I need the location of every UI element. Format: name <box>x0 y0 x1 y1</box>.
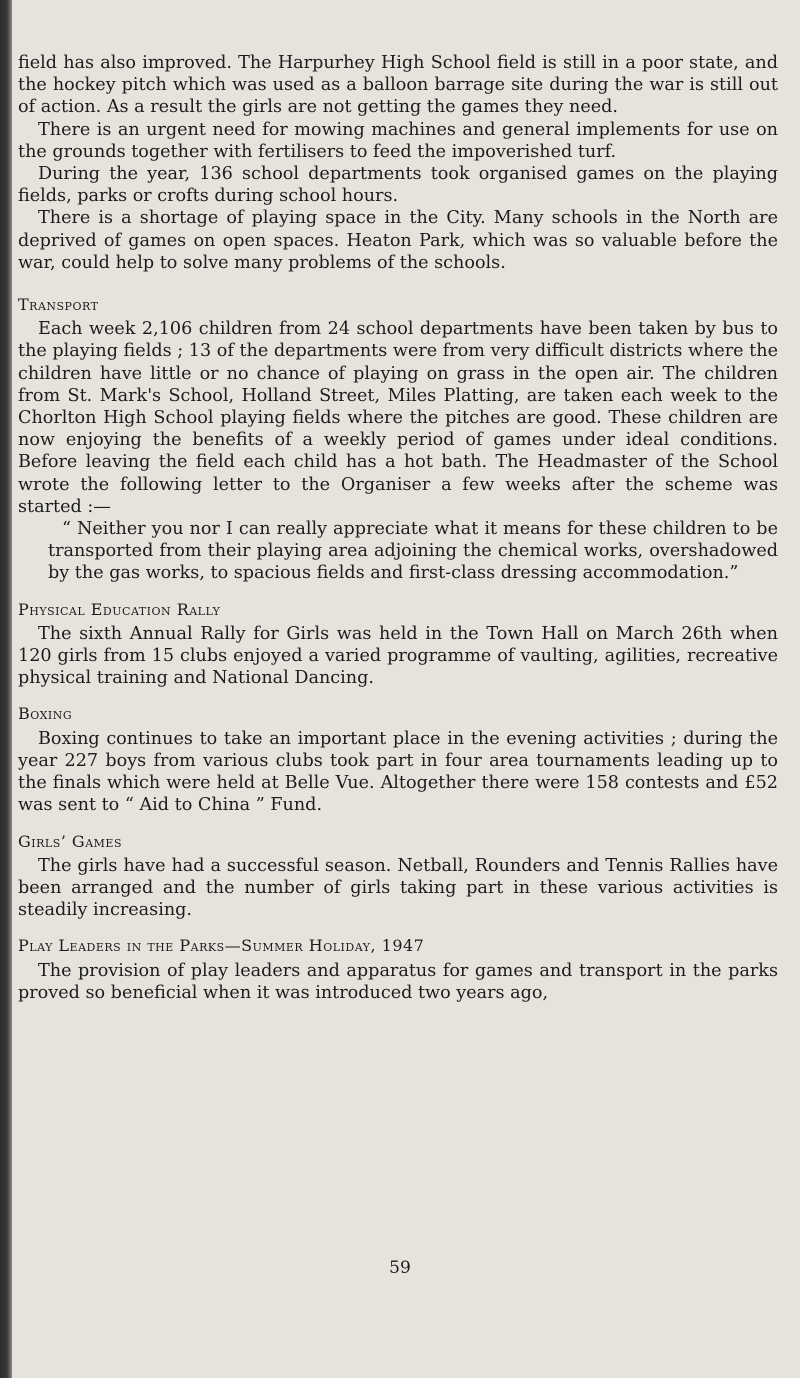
paragraph-field-improved: field has also improved. The Harpurhey High School field is still in a poor state, and the hockey pitch which was used as a balloon barrage site during the war is still out of action. As a result the girls are not getting the games they need. <box>18 53 778 118</box>
page-body <box>18 52 778 1004</box>
paragraph-mowing-machines: There is an urgent need for mowing machines and general implements for use on the grounds together with fertilisers to feed the impoverished turf. <box>18 119 778 162</box>
heading-transport: Transport <box>18 295 99 315</box>
paragraph-rally: The sixth Annual Rally for Girls was held in the Town Hall on March 26th when 120 girls from 15 clubs enjoyed a varied programme of vaulting, agilities, recreative physical training and National Dancing. <box>18 623 778 689</box>
paragraph-playing-space: There is a shortage of playing space in the City. Many schools in the North are deprived of games on open spaces. Heaton Park, which was so valuable before the war, could help to solve many problems of the schools. <box>18 208 778 273</box>
paragraph-transport: Each week 2,106 children from 24 school departments have been taken by bus to the playing fields ; 13 of the departments were from very difficult districts where the children have little or no chance of playing on grass in the open air. The children from St. Mark's School, Holland Street, Miles Platting, are taken each week to the Chorlton High School playing fields where the pitches are good. These children are now enjoying the benefits of a weekly period of games under ideal conditions. Before leaving the field each child has a hot bath. The Headmaster of the School wrote the following letter to the Organiser a few weeks after the scheme was started :— <box>18 319 778 517</box>
heading-girls-games: Girls’ Games <box>18 831 122 851</box>
headmaster-quote <box>48 518 778 585</box>
book-gutter-shadow <box>0 0 12 1378</box>
quote-text: “ Neither you nor I can really appreciate what it means for these children to be transported from their playing area adjoining the chemical works, overshadowed by the gas works, to spacious fields and first-class dressing accommodation.” <box>48 519 778 584</box>
paragraph-school-departments: During the year, 136 school departments took organised games on the playing fields, parks or crofts during school hours. <box>18 164 778 207</box>
heading-boxing: Boxing <box>18 704 73 724</box>
paragraph-girls-games: The girls have had a successful season. Netball, Rounders and Tennis Rallies have been arranged and the number of girls taking part in these various activities is steadily increasing. <box>18 855 778 921</box>
paragraph-boxing: Boxing continues to take an important place in the evening activities ; during the year 227 boys from various clubs took part in four area tournaments leading up to the finals which were held at Belle Vue. Altogether there were 158 contests and £52 was sent to “ Aid to China ” Fund. <box>18 728 778 816</box>
paragraph-play-leaders: The provision of play leaders and apparatus for games and transport in the parks proved so beneficial when it was introduced two years ago, <box>18 960 778 1003</box>
page-number: 59 <box>389 1258 411 1278</box>
heading-physical-education-rally: Physical Education Rally <box>18 599 221 619</box>
heading-play-leaders: Play Leaders in the Parks—Summer Holiday, 1947 <box>18 936 425 956</box>
